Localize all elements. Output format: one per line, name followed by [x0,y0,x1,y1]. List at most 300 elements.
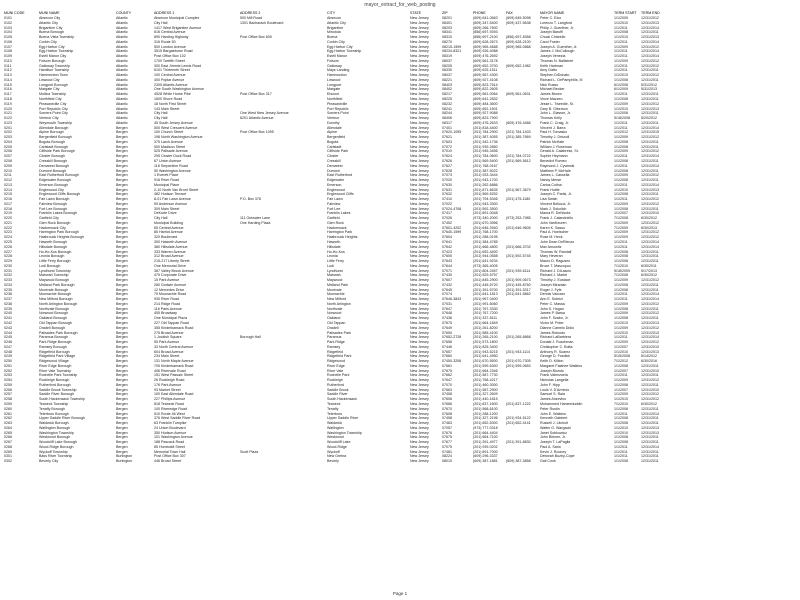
table-cell: 1/1/2011 [614,125,628,130]
table-cell: Vincent J. Barra [540,125,566,130]
table-cell: 227 Phillips Avenue [154,397,186,402]
table-cell: 312 Broad Avenue [154,254,184,259]
table-cell: Bergen [116,263,128,268]
table-cell: East Rutherford [327,173,353,178]
table-cell: Fair Lawn Borough [39,197,70,202]
table-cell: Maura R. DeNicola [540,211,571,216]
table-cell: Atlantic [116,20,128,25]
table-cell: 1/1/2009 [614,311,628,316]
table-cell: Leonia [327,254,338,259]
spreadsheet-page [3,10,797,464]
table-cell: Carlstadt Borough [39,144,68,149]
table-cell: New Jersey [410,354,429,359]
table-cell: (201) 567-3679 [506,187,531,192]
table-cell: 6/1/2008 [614,82,628,87]
table-cell: Buena Borough [39,30,64,35]
table-cell: New Jersey [410,173,429,178]
table-cell: Bergen [116,182,128,187]
table-cell: Amy Gatto [540,68,557,73]
table-cell: Ridgefield [327,349,343,354]
table-cell: Bergen [116,402,128,407]
table-cell: 12/31/2014 [641,411,659,416]
table-cell: 0111 [4,63,12,68]
table-cell: 12/31/2012 [641,235,659,240]
table-cell: (201) 837-1600 [473,402,498,407]
table-cell: 08319 [442,54,452,59]
table-cell: New Jersey [410,249,429,254]
table-cell: 12/31/2011 [641,373,659,378]
table-cell: Bergenfield Borough [39,135,72,140]
table-cell: 1/1/2010 [614,187,628,192]
table-cell: 100 Church Street [154,130,184,135]
table-cell: 1/1/2008 [614,206,628,211]
table-cell: Margate [327,87,341,92]
table-cell: 63 Franklin Turnpike [154,421,187,426]
table-cell: New Jersey [410,287,429,292]
table-cell: (201) 794-5346 [473,197,498,202]
table-cell: (201) 944-0558 [473,254,498,259]
table-cell: 1/1/2009 [614,201,628,206]
table-cell: 367 Valley Brook Avenue [154,268,194,273]
table-cell: 0268 [4,444,12,449]
table-row [3,459,797,464]
table-cell: 500 West Crescent Avenue [154,125,198,130]
table-cell: 0210 [4,168,12,173]
table-cell: 0104 [4,30,12,35]
table-cell: 1/1/2009 [614,58,628,63]
table-cell: Atlantic [116,30,128,35]
table-cell: 12/31/2011 [641,144,659,149]
table-cell: Mahwah Township [39,273,69,278]
table-cell: 1/1/2010 [614,430,628,435]
table-cell: 12/31/2014 [641,239,659,244]
table-cell: 1/1/2009 [614,230,628,235]
table-cell: (609) 628-2673 [473,39,498,44]
table-cell: (201) 652-4141 [506,421,531,426]
table-cell: 0207 [4,154,12,159]
table-cell: Bergen [116,297,128,302]
table-cell: 1/1/2011 [614,120,628,125]
table-cell: 93 Market Street [154,387,181,392]
table-cell: River Vale Township [39,368,72,373]
table-cell: 12/31/2012 [641,135,659,140]
table-cell: (201) 891-7000 [473,449,498,454]
table-cell: 0110 [4,58,12,63]
table-cell: Montvale [327,287,342,292]
table-cell: 70 Moonachie Road [154,292,187,297]
table-cell: Atlantic City [39,20,58,25]
table-cell: 7/1/2012 [614,359,628,364]
table-cell: 12/31/2014 [641,54,659,59]
table-cell: Absecon City [39,16,61,20]
table-cell: New Jersey [410,154,429,159]
table-cell: 1/1/2011 [614,444,628,449]
table-cell: 0117 [4,92,12,97]
table-cell: Atlantic [116,77,128,82]
table-cell: Emerson Borough [39,182,68,187]
table-cell: 1/1/2009 [614,44,628,49]
table-cell: Somers Point [327,111,349,116]
table-cell: Harrington Park [327,230,353,235]
table-cell: 1/1/2011 [614,297,628,302]
table-cell: 0219 [4,211,12,216]
table-cell: 316 Route 50 [154,39,176,44]
table-cell: 12 Mercedes Drive [154,287,185,292]
table-cell: 07022 [442,201,452,206]
table-cell: (201) 641-4950 [473,354,498,359]
column-header: TERM START [614,11,637,15]
table-cell: Borough Hall [240,335,261,340]
table-cell: 1/1/2008 [614,144,628,149]
table-cell: 446 Broad Street [154,459,182,464]
table-cell: (609) 561-0064 [473,92,498,97]
table-cell: Ramsey Borough [39,344,67,349]
table-cell: (973) 777-0318 [473,425,498,430]
table-cell: 916 River Road [154,178,179,183]
table-cell: 7/1/2008 [614,216,628,221]
table-cell: 07436 [442,316,452,321]
table-cell: (201) 837-1222 [506,402,531,407]
table-cell: 604 Broad Avenue [154,349,184,354]
table-cell: 08406 [442,116,452,121]
table-cell: City Hall [154,20,168,25]
table-cell: 12/31/2012 [641,101,659,106]
table-cell: 12/31/2012 [641,392,659,397]
table-cell: (201) 666-4800 [473,244,498,249]
table-cell: 07640-1599 [442,230,462,235]
table-cell: 1/1/2008 [614,435,628,440]
table-cell: Bergen [116,421,128,426]
table-cell: Haworth [327,239,341,244]
table-cell: Palisades Park Borough [39,330,78,335]
table-cell: John L. Glasser, Jr. [540,111,571,116]
table-cell: Lyndhurst Township [39,268,71,273]
table-cell: New Jersey [410,254,429,259]
table-cell: 6/30/2013 [641,225,657,230]
table-cell: Municipal Building [154,220,183,225]
table-cell: 309 Main Street [154,206,180,211]
table-cell: New Jersey [410,344,429,349]
table-cell: Bergen [116,244,128,249]
table-cell: Longport Borough [39,82,68,87]
table-cell: John F. Hipp [540,382,560,387]
table-cell: Egg Harbor Township [39,49,74,54]
table-cell: 1/1/2008 [614,363,628,368]
table-cell: 26 Rockleigh Road [154,378,185,383]
table-cell: 12/31/2014 [641,154,659,159]
table-cell: 12/31/2011 [641,259,659,264]
table-cell: Bergen [116,287,128,292]
table-cell: Bergen [116,449,128,454]
table-cell: Roger J. Fyfe [540,287,562,292]
table-cell: (609) 965-4688 [473,44,498,49]
table-cell: 2305 Atlantic Avenue [154,82,188,87]
table-cell: Ridgefield Park Village [39,354,76,359]
table-cell: New Milford [327,297,346,302]
table-cell: 12/31/2012 [641,73,659,78]
table-cell: (609) 641-2832 [473,97,498,102]
table-cell: 1/1/2008 [614,459,628,464]
table-cell: New Jersey [410,459,429,464]
table-cell: Cresskill [327,158,341,163]
table-cell: Richard LaBarbiera [540,335,571,340]
table-cell: 0244 [4,330,12,335]
table-cell: 400 Poplar Avenue [154,77,185,82]
table-cell: 07463 [442,421,452,426]
table-cell: 1/1/2011 [614,454,628,459]
table-cell: New Jersey [410,301,429,306]
table-cell: 0241 [4,316,12,321]
table-cell: City Hall [154,116,168,121]
table-cell: Victor M. Poter [540,321,564,325]
table-cell: Demarest [327,163,343,168]
table-cell: 12/31/2011 [641,77,659,82]
table-cell: New Jersey [410,135,429,140]
table-cell: 12/31/2011 [641,421,659,426]
table-cell: 1 Everett Place [154,173,179,178]
table-cell: 1/1/2011 [614,335,628,340]
table-cell: James P. Barsa [540,311,565,316]
table-cell: 07026 [442,216,452,221]
table-cell: (201) 784-0600 [473,154,498,159]
table-cell: New Jersey [410,435,429,440]
table-cell: Lodi Borough [39,263,61,268]
table-cell: North Arlington Borough [39,301,78,306]
table-cell: Lyndhurst [327,268,343,273]
table-cell: Bergen [116,378,128,383]
table-cell: (973) 340-2000 [473,216,498,221]
table-cell: 5/31/2013 [641,87,657,92]
table-cell: 07024-4708 [442,206,462,211]
table-cell: (609) 641-0663 [473,16,498,20]
table-cell: Bergen [116,282,128,287]
table-cell: 0107 [4,44,12,49]
table-cell: Demarest Borough [39,163,70,168]
table-cell: Brigantine [327,25,344,30]
table-cell: (201) 825-3400 [473,344,498,349]
table-cell: Bass River Township [39,454,73,459]
table-cell: Bergen [116,340,128,345]
table-cell: 100 East Allendale Road [154,392,194,397]
table-cell: Park Ridge Borough [39,340,72,345]
table-cell: Westwood [327,435,344,440]
table-cell: 12/31/2011 [641,454,659,459]
table-cell: Beverly [327,459,339,464]
table-cell: 07630 [442,182,452,187]
table-cell: 12/31/2011 [641,382,659,387]
table-cell: 3515 Bargaintown Road [154,49,193,54]
table-cell: New Jersey [410,387,429,392]
table-cell: 12/31/2011 [641,178,659,183]
table-cell: (201) 943-1700 [473,178,498,183]
table-cell: 1/1/2010 [614,73,628,78]
table-cell: 12/31/2012 [641,340,659,345]
table-cell: 1/1/2009 [614,135,628,140]
table-cell: (609) 567-4300 [473,73,498,78]
table-cell: (201) 327-2609 [473,392,498,397]
table-cell: 1700 Twelfth Street [154,58,185,63]
table-cell: 198 North Washington Avenue [154,135,203,140]
table-cell: 12/31/2012 [641,173,659,178]
table-cell: Frank C. Craig, Jr. [540,120,570,125]
table-cell: Corbin City [39,39,57,44]
table-cell: 1/1/2011 [614,411,628,416]
table-cell: Englewood Cliffs Borough [39,192,81,197]
table-cell: 890 Harding Highway [154,35,189,40]
table-cell: 59 Anderson Avenue [154,201,188,206]
table-cell: 1/1/2008 [614,287,628,292]
table-cell: Hillsdale Borough [39,244,68,249]
table-cell: 0119 [4,101,12,106]
table-cell: 07074 [442,292,452,297]
table-cell: 1/1/2009 [614,325,628,330]
table-cell: 08221 [442,77,452,82]
table-cell: 08217 [442,92,452,97]
table-cell: 0255 [4,382,12,387]
table-cell: New Jersey [410,20,429,25]
table-cell: (201) 871-6635 [473,187,498,192]
table-cell: Timothy J. Eustace [540,278,571,283]
table-cell: Fair Lawn [327,197,343,202]
table-cell: 12/31/2014 [641,297,659,302]
table-cell: Atlantic [116,101,128,106]
table-cell: Garfield City [39,216,59,221]
table-cell: 510 Route 46 West [154,411,185,416]
table-cell: 08403 [442,82,452,87]
table-cell: (609) 822-2605 [473,87,498,92]
table-cell: (609) 347-5400 [473,20,498,25]
table-cell: 0205 [4,144,12,149]
table-cell: (201) 845-2900 [473,278,498,283]
table-cell: Bergen [116,306,128,311]
table-cell: (201) 288-1200 [473,411,498,416]
table-cell: 33 North Central Avenue [154,344,194,349]
table-cell: 1/1/2007 [614,368,628,373]
table-cell: Cliffside Park Borough [39,149,75,154]
table-cell: 12/31/2013 [641,425,659,430]
table-cell: 1/1/2011 [614,54,628,59]
table-cell: New Jersey [410,239,429,244]
table-cell: 1/1/2011 [614,25,628,30]
table-cell: (201) 664-2346 [473,368,498,373]
table-cell: Bergen [116,368,128,373]
table-cell: Wyckoff Township [39,449,68,454]
table-cell: 0115 [4,82,12,87]
table-cell: 616 Central Avenue [154,30,186,35]
column-header: TERM END [641,11,660,15]
table-cell: Galloway [327,63,342,68]
table-cell: 1/1/2009 [614,101,628,106]
table-cell: Mark J. Sokolich [540,206,567,211]
column-header: COUNTY [116,11,132,15]
table-cell: Norwood Borough [39,311,68,316]
table-cell: (201) 445-5720 [473,282,498,287]
table-cell: 07432 [442,282,452,287]
table-cell: (201) 891-0048 [473,211,498,216]
table-cell: 1/1/2008 [614,254,628,259]
table-cell: 0265 [4,430,12,435]
table-cell: (201) 664-7100 [473,435,498,440]
table-cell: Burlington [116,459,133,464]
table-cell: 0103 [4,25,12,30]
table-cell: Allendale [327,125,342,130]
table-cell: Michael Becker [540,87,565,92]
table-cell: Post Office Box 605 [240,35,272,40]
table-cell: 214 Ridge Road [154,301,180,306]
table-cell: 07648 [442,311,452,316]
table-cell: New Jersey [410,278,429,283]
table-cell: New Jersey [410,77,429,82]
table-cell: 0204 [4,139,12,144]
table-cell: 350 Hudson Avenue [154,430,187,435]
table-cell: 116 Paris Avenue [154,306,182,311]
table-cell: 1/1/2007 [614,211,628,216]
table-cell: 07605 [442,254,452,259]
table-cell: 07031 [442,301,452,306]
table-cell: Bogota [327,139,339,144]
table-cell: 07660 [442,354,452,359]
table-cell: 1/1/2010 [614,35,628,40]
table-cell: 1/1/2010 [614,330,628,335]
table-cell: 280 Godwin Avenue [154,282,187,287]
table-cell: (201) 599-0653 [506,363,531,368]
table-cell: 1/1/2011 [614,154,628,159]
table-cell: (201) 939-2850 [473,144,498,149]
table-cell: Bergen [116,259,128,264]
table-cell: New Jersey [410,158,429,163]
table-cell: 12/31/2012 [641,325,659,330]
table-cell: (609) 965-0868 [506,44,531,49]
table-cell: (609) 476-2692 [473,54,498,59]
table-cell: 500 Madison Street [154,144,186,149]
table-cell: 111 Outwater Lane [240,216,271,221]
table-cell: 0109 [4,54,12,59]
table-cell: New Jersey [410,220,429,225]
table-cell: Northvale Borough [39,306,69,311]
table-cell: (609) 645-5098 [506,16,531,20]
table-cell: Oakland [327,316,341,321]
table-cell: (201) 804-2457 [473,268,498,273]
table-cell: Carlos Colina [540,182,562,187]
table-cell: Saddle River [327,392,348,397]
table-cell: Englewood Cliffs [327,192,354,197]
table-cell: Port Republic [327,106,349,111]
table-cell: Bergen [116,149,128,154]
table-cell: New Jersey [410,178,429,183]
table-cell: (609) 628-2100 [506,39,531,44]
table-cell: 1/1/2008 [614,282,628,287]
table-cell: (201) 768-4217 [473,378,498,383]
table-cell: 6/30/2012 [641,273,657,278]
table-cell: New Jersey [410,197,429,202]
table-cell: Estell Manor City [39,54,67,59]
table-cell: Englewood [327,187,345,192]
table-cell: 1/1/2008 [614,382,628,387]
table-cell: 12/31/2011 [641,168,659,173]
table-cell: (201) 664-4404 [473,430,498,435]
table-cell: 12/31/2013 [641,20,659,25]
column-header: STATE [410,11,422,15]
table-cell: Ridgefield Borough [39,349,70,354]
table-cell: Closter [327,154,339,159]
table-cell: New Jersey [410,116,429,121]
table-cell: Atlantic [116,116,128,121]
table-cell: (201) 767-3330 [473,306,498,311]
table-cell: (201) 664-1849 [473,321,498,325]
table-cell: 07650 [442,330,452,335]
table-cell: Tenafly Borough [39,406,65,411]
table-cell: 1/1/2008 [614,77,628,82]
